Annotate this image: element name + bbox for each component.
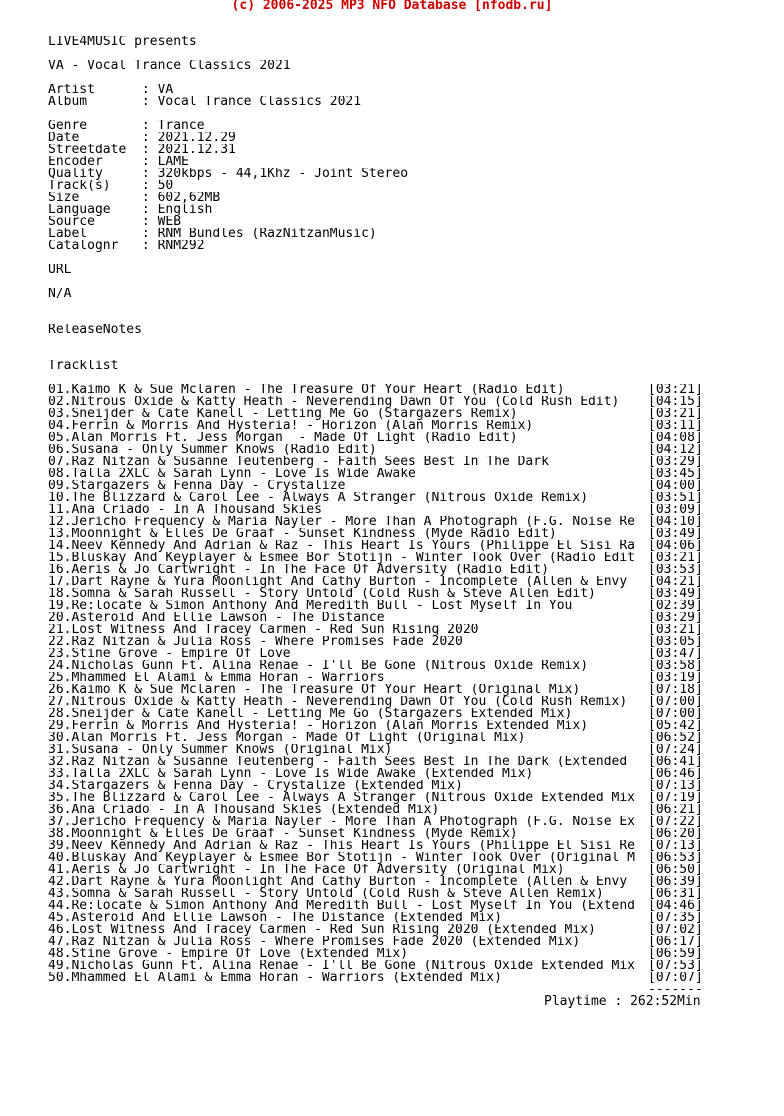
track-title: 09.Stargazers & Fenna Day - Crystalize <box>48 480 346 492</box>
tracklist <box>48 384 784 984</box>
track-duration: [06:21] <box>648 804 703 816</box>
track-title: 36.Ana Criado - In A Thousand Skies (Extended Mix) <box>48 804 440 816</box>
track-row <box>48 924 784 936</box>
track-row <box>48 912 784 924</box>
track-duration: [03:21] <box>648 408 703 420</box>
track-duration: [07:13] <box>648 780 703 792</box>
url-value: N/A <box>48 288 72 300</box>
track-title: 49.Nicholas Gunn Ft. Alina Renae - I'll Be Gone (Nitrous Oxide Extended Mix <box>48 960 635 972</box>
track-duration: [06:17] <box>648 936 703 948</box>
release-info-block <box>48 120 784 252</box>
track-title: 28.Sneijder & Cate Kanell - Letting Me Go (Stargazers Extended Mix) <box>48 708 573 720</box>
track-duration: [07:22] <box>648 816 703 828</box>
track-row <box>48 384 784 396</box>
track-title: 50.Mhammed El Alami & Emma Horan - Warriors (Extended Mix) <box>48 972 502 984</box>
track-duration: [06:20] <box>648 828 703 840</box>
track-title: 14.Neev Kennedy And Adrian & Raz - This Heart Is Yours (Philippe El Sisi Ra <box>48 540 635 552</box>
track-title: 24.Nicholas Gunn Ft. Alina Renae - I'll Be Gone (Nitrous Oxide Remix) <box>48 660 589 672</box>
track-row <box>48 936 784 948</box>
track-title: 18.Somna & Sarah Russell - Story Untold (Cold Rush & Steve Allen Edit) <box>48 588 596 600</box>
info-row <box>48 228 784 240</box>
info-value: 50 <box>157 180 174 192</box>
track-title: 03.Sneijder & Cate Kanell - Letting Me Go (Stargazers Remix) <box>48 408 518 420</box>
track-row <box>48 600 784 612</box>
track-row <box>48 420 784 432</box>
track-duration: [07:19] <box>648 792 703 804</box>
track-duration: [06:46] <box>648 768 703 780</box>
track-row <box>48 480 784 492</box>
track-row <box>48 468 784 480</box>
track-row <box>48 444 784 456</box>
track-row <box>48 876 784 888</box>
track-duration: [07:18] <box>648 684 703 696</box>
track-row <box>48 408 784 420</box>
track-row <box>48 672 784 684</box>
info-value: Trance <box>157 120 205 132</box>
track-title: 10.The Blizzard & Carol Lee - Always A Stranger (Nitrous Oxide Remix) <box>48 492 589 504</box>
track-row <box>48 840 784 852</box>
track-duration: [02:39] <box>648 600 703 612</box>
track-duration: [07:24] <box>648 744 703 756</box>
track-duration: [04:21] <box>648 576 703 588</box>
track-title: 25.Mhammed El Alami & Emma Horan - Warriors <box>48 672 385 684</box>
track-row <box>48 888 784 900</box>
track-title: 44.Re:locate & Simon Anthony And Meredith Bull - Lost Myself In You (Extend <box>48 900 635 912</box>
track-duration: [04:12] <box>648 444 703 456</box>
track-row <box>48 960 784 972</box>
info-key: Catalognr : <box>48 240 158 252</box>
info-key: Label : <box>48 228 158 240</box>
track-title: 07.Raz Nitzan & Susanne Teutenberg - Faith Sees Best In The Dark <box>48 456 549 468</box>
info-key: Quality : <box>48 168 158 180</box>
track-duration: [03:49] <box>648 588 703 600</box>
track-duration: [03:05] <box>648 636 703 648</box>
track-title: 04.Ferrin & Morris And Hysteria! - Horizon (Alan Morris Remix) <box>48 420 534 432</box>
info-row <box>48 204 784 216</box>
info-row <box>48 192 784 204</box>
track-row <box>48 528 784 540</box>
info-key: Streetdate : <box>48 144 158 156</box>
track-row <box>48 588 784 600</box>
track-duration: [03:21] <box>648 624 703 636</box>
track-title: 13.Moonnight & Elles De Graaf - Sunset Kindness (Myde Radio Edit) <box>48 528 557 540</box>
track-row <box>48 612 784 624</box>
info-row <box>48 84 784 96</box>
track-row <box>48 624 784 636</box>
track-duration: [04:00] <box>648 480 703 492</box>
track-row <box>48 684 784 696</box>
info-key: Encoder : <box>48 156 158 168</box>
track-row <box>48 516 784 528</box>
track-title: 39.Neev Kennedy And Adrian & Raz - This Heart Is Yours (Philippe El Sisi Re <box>48 840 635 852</box>
track-row <box>48 816 784 828</box>
track-title: 16.Aeris & Jo Cartwright - In The Face Of Adversity (Radio Edit) <box>48 564 549 576</box>
playtime: Playtime : 262:52Min <box>544 994 701 1009</box>
track-title: 19.Re:locate & Simon Anthony And Meredith Bull - Lost Myself In You <box>48 600 573 612</box>
release-title: VA - Vocal Trance Classics 2021 <box>48 60 291 72</box>
track-title: 48.Stine Grove - Empire Of Love (Extended Mix) <box>48 948 409 960</box>
track-duration: [03:09] <box>648 504 703 516</box>
track-duration: [04:10] <box>648 516 703 528</box>
track-row <box>48 732 784 744</box>
artist-album-block <box>48 84 784 108</box>
track-title: 22.Raz Nitzan & Julia Ross - Where Promises Fade 2020 <box>48 636 463 648</box>
track-row <box>48 744 784 756</box>
info-value: LAME <box>157 156 189 168</box>
track-row <box>48 708 784 720</box>
track-row <box>48 648 784 660</box>
track-title: 32.Raz Nitzan & Susanne Teutenberg - Faith Sees Best In The Dark (Extended <box>48 756 628 768</box>
track-row <box>48 792 784 804</box>
track-title: 42.Dart Rayne & Yura Moonlight And Cathy Burton - Incomplete (Allen & Envy <box>48 876 628 888</box>
track-title: 29.Ferrin & Morris And Hysteria! - Horizon (Alan Morris Extended Mix) <box>48 720 589 732</box>
info-row <box>48 156 784 168</box>
track-row <box>48 456 784 468</box>
info-row <box>48 168 784 180</box>
info-row <box>48 120 784 132</box>
track-duration: [03:11] <box>648 420 703 432</box>
info-row <box>48 96 784 108</box>
track-title: 37.Jericho Frequency & Maria Nayler - More Than A Photograph (F.G. Noise Ex <box>48 816 635 828</box>
track-title: 27.Nitrous Oxide & Katty Heath - Neverending Dawn Of You (Cold Rush Remix) <box>48 696 628 708</box>
nfodb-copyright-header: (c) 2006-2025 MP3 NFO Database [nfodb.ru] <box>231 0 553 13</box>
track-row <box>48 540 784 552</box>
track-duration: [04:15] <box>648 396 703 408</box>
info-row <box>48 240 784 252</box>
track-row <box>48 948 784 960</box>
info-key: Genre : <box>48 120 158 132</box>
track-row <box>48 552 784 564</box>
track-duration: [07:00] <box>648 708 703 720</box>
info-key: Size : <box>48 192 158 204</box>
track-title: 31.Susana - Only Summer Knows (Original Mix) <box>48 744 393 756</box>
track-duration: [04:06] <box>648 540 703 552</box>
track-title: 35.The Blizzard & Carol Lee - Always A Stranger (Nitrous Oxide Extended Mix <box>48 792 635 804</box>
track-row <box>48 504 784 516</box>
track-row <box>48 576 784 588</box>
track-duration: [07:53] <box>648 960 703 972</box>
info-value: Vocal Trance Classics 2021 <box>157 96 362 108</box>
track-row <box>48 696 784 708</box>
track-title: 46.Lost Witness And Tracey Carmen - Red Sun Rising 2020 (Extended Mix) <box>48 924 596 936</box>
track-title: 47.Raz Nitzan & Julia Ross - Where Promises Fade 2020 (Extended Mix) <box>48 936 581 948</box>
info-key: Artist : <box>48 84 158 96</box>
track-title: 11.Ana Criado - In A Thousand Skies <box>48 504 322 516</box>
info-row <box>48 180 784 192</box>
track-title: 15.Bluskay And Keyplayer & Esmee Bor Stotijn - Winter Took Over (Radio Edit <box>48 552 635 564</box>
track-duration: [07:07] <box>648 972 703 984</box>
track-title: 17.Dart Rayne & Yura Moonlight And Cathy Burton - Incomplete (Allen & Envy <box>48 576 628 588</box>
track-title: 45.Asteroid And Ellie Lawson - The Distance (Extended Mix) <box>48 912 502 924</box>
info-value: 2021.12.31 <box>157 144 236 156</box>
track-duration: [07:13] <box>648 840 703 852</box>
track-duration: [03:47] <box>648 648 703 660</box>
track-duration: [06:59] <box>648 948 703 960</box>
track-row <box>48 900 784 912</box>
track-duration: [06:41] <box>648 756 703 768</box>
track-duration: [07:00] <box>648 696 703 708</box>
track-title: 43.Somna & Sarah Russell - Story Untold (Cold Rush & Steve Allen Remix) <box>48 888 604 900</box>
info-value: 2021.12.29 <box>157 132 236 144</box>
track-duration: [03:58] <box>648 660 703 672</box>
info-row <box>48 144 784 156</box>
track-row <box>48 720 784 732</box>
track-duration: [04:08] <box>648 432 703 444</box>
track-title: 26.Kaimo K & Sue Mclaren - The Treasure Of Your Heart (Original Mix) <box>48 684 581 696</box>
track-duration: [06:52] <box>648 732 703 744</box>
track-duration: [06:50] <box>648 864 703 876</box>
track-title: 30.Alan Morris Ft. Jess Morgan - Made Of Light (Original Mix) <box>48 732 526 744</box>
presents-line: LIVE4MUSIC presents <box>48 36 197 48</box>
info-key: Date : <box>48 132 158 144</box>
track-title: 20.Asteroid And Ellie Lawson - The Distance <box>48 612 385 624</box>
track-row <box>48 396 784 408</box>
track-row <box>48 660 784 672</box>
track-duration: [03:49] <box>648 528 703 540</box>
track-title: 33.Talla 2XLC & Sarah Lynn - Love Is Wide Awake (Extended Mix) <box>48 768 534 780</box>
track-duration: [03:29] <box>648 612 703 624</box>
track-duration: [06:31] <box>648 888 703 900</box>
info-key: Track(s) : <box>48 180 158 192</box>
track-title: 34.Stargazers & Fenna Day - Crystalize (Extended Mix) <box>48 780 463 792</box>
track-duration: [06:39] <box>648 876 703 888</box>
track-duration: [07:35] <box>648 912 703 924</box>
info-value: 320kbps - 44,1Khz - Joint Stereo <box>157 168 409 180</box>
track-title: 41.Aeris & Jo Cartwright - In The Face Of Adversity (Original Mix) <box>48 864 565 876</box>
track-duration: [06:53] <box>648 852 703 864</box>
track-row <box>48 804 784 816</box>
track-row <box>48 768 784 780</box>
info-value: VA <box>157 84 174 96</box>
track-title: 21.Lost Witness And Tracey Carmen - Red Sun Rising 2020 <box>48 624 479 636</box>
release-notes-label: ReleaseNotes <box>48 324 142 336</box>
track-row <box>48 852 784 864</box>
track-title: 02.Nitrous Oxide & Katty Heath - Neverending Dawn Of You (Cold Rush Edit) <box>48 396 620 408</box>
info-value: 602,62MB <box>157 192 221 204</box>
track-duration: [04:46] <box>648 900 703 912</box>
track-row <box>48 492 784 504</box>
info-value: RNM Bundles (RazNitzanMusic) <box>157 228 377 240</box>
track-row <box>48 636 784 648</box>
track-title: 40.Bluskay And Keyplayer & Esmee Bor Stotijn - Winter Took Over (Original M <box>48 852 635 864</box>
track-title: 08.Talla 2XLC & Sarah Lynn - Love Is Wide Awake <box>48 468 416 480</box>
track-duration: [03:45] <box>648 468 703 480</box>
track-duration: [05:42] <box>648 720 703 732</box>
separator: ------- <box>648 982 703 997</box>
nfo-content <box>48 36 784 1008</box>
track-row <box>48 828 784 840</box>
info-value: RNM292 <box>157 240 205 252</box>
track-duration: [03:29] <box>648 456 703 468</box>
track-row <box>48 864 784 876</box>
track-row <box>48 564 784 576</box>
info-row <box>48 216 784 228</box>
track-title: 01.Kaimo K & Sue Mclaren - The Treasure Of Your Heart (Radio Edit) <box>48 384 565 396</box>
track-row <box>48 432 784 444</box>
track-duration: [07:02] <box>648 924 703 936</box>
track-row <box>48 780 784 792</box>
track-duration: [03:19] <box>648 672 703 684</box>
track-duration: [03:51] <box>648 492 703 504</box>
track-title: 23.Stine Grove - Empire Of Love <box>48 648 291 660</box>
track-title: 05.Alan Morris Ft. Jess Morgan - Made Of Light (Radio Edit) <box>48 432 518 444</box>
info-value: WEB <box>157 216 182 228</box>
track-duration: [03:21] <box>648 552 703 564</box>
tracklist-label: Tracklist <box>48 360 119 372</box>
info-key: Source : <box>48 216 158 228</box>
url-label: URL <box>48 264 72 276</box>
track-duration: [03:53] <box>648 564 703 576</box>
track-row <box>48 756 784 768</box>
track-title: 38.Moonnight & Elles De Graaf - Sunset Kindness (Myde Remix) <box>48 828 518 840</box>
info-value: English <box>157 204 213 216</box>
info-key: Album : <box>48 96 158 108</box>
track-duration: [03:21] <box>648 384 703 396</box>
playtime-line <box>48 996 784 1008</box>
track-title: 12.Jericho Frequency & Maria Nayler - More Than A Photograph (F.G. Noise Re <box>48 516 635 528</box>
info-key: Language : <box>48 204 158 216</box>
track-title: 06.Susana - Only Summer Knows (Radio Edit) <box>48 444 377 456</box>
info-row <box>48 132 784 144</box>
